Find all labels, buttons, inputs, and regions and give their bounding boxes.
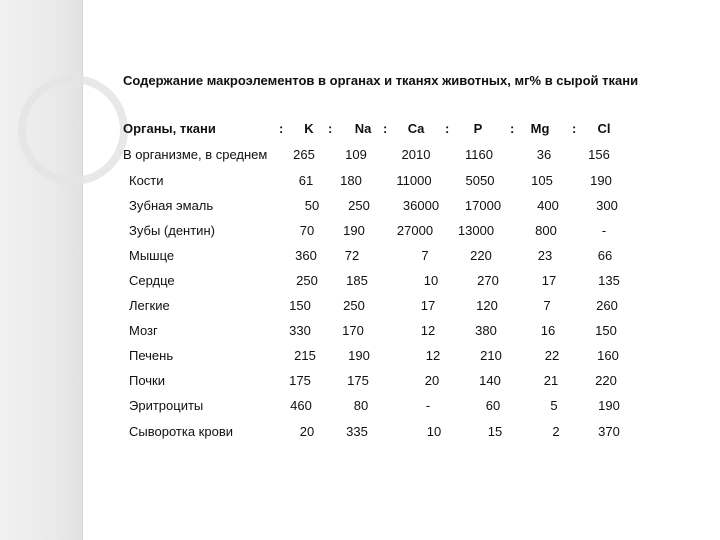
row-name: В организме, в среднем [123,147,268,162]
cell-mg: 17 [541,273,557,288]
cell-ca: 17 [420,298,436,313]
cell-mg: 105 [531,173,553,188]
cell-cl: 260 [596,298,618,313]
header-cl: Cl [597,121,611,136]
cell-k: 215 [294,348,316,363]
cell-p: 13000 [457,223,495,238]
cell-na: 250 [348,198,370,213]
header-k: K [304,121,314,136]
cell-cl: 190 [598,398,620,413]
cell-na: 109 [345,147,367,162]
page-title: Содержание макроэлементов в органах и тканях животных, мг% в сырой ткани [123,73,639,88]
cell-ca: 10 [423,273,439,288]
row-name: Печень [129,348,174,363]
cell-na: 335 [346,424,368,439]
header-separator: : [383,121,388,136]
cell-ca: 20 [424,373,440,388]
row-name: Сыворотка крови [129,424,233,439]
cell-k: 265 [293,147,315,162]
cell-na: 72 [344,248,360,263]
cell-na: 175 [347,373,369,388]
decorative-ring [18,75,128,185]
cell-mg: 22 [544,348,560,363]
cell-mg: 23 [537,248,553,263]
header-na: Na [354,121,372,136]
cell-mg: 16 [540,323,556,338]
header-mg: Mg [530,121,550,136]
cell-p: 220 [470,248,492,263]
cell-k: 61 [298,173,314,188]
cell-cl: 160 [597,348,619,363]
cell-ca: 12 [425,348,441,363]
cell-na: 180 [340,173,362,188]
cell-na: 190 [348,348,370,363]
cell-mg: 5 [550,398,558,413]
row-name: Почки [129,373,166,388]
cell-k: 150 [289,298,311,313]
cell-k: 20 [299,424,315,439]
header-separator: : [328,121,333,136]
header-separator: : [445,121,450,136]
header-p: P [473,121,483,136]
row-name: Мышце [129,248,175,263]
cell-cl: - [601,223,607,238]
cell-cl: 66 [597,248,613,263]
header-organs-label: Органы, ткани [123,121,216,136]
cell-k: 460 [290,398,312,413]
row-name: Мозг [129,323,158,338]
cell-p: 210 [480,348,502,363]
cell-p: 60 [485,398,501,413]
row-name: Кости [129,173,164,188]
header-separator: : [279,121,284,136]
row-name: Зубная эмаль [129,198,214,213]
cell-ca: 27000 [396,223,434,238]
header-ca: Ca [407,121,425,136]
cell-p: 140 [479,373,501,388]
cell-mg: 21 [543,373,559,388]
cell-na: 170 [342,323,364,338]
cell-ca: 36000 [402,198,440,213]
row-name: Зубы (дентин) [129,223,215,238]
cell-ca: 12 [420,323,436,338]
cell-k: 50 [304,198,320,213]
cell-cl: 220 [595,373,617,388]
cell-ca: 7 [421,248,429,263]
cell-na: 80 [353,398,369,413]
cell-k: 175 [289,373,311,388]
cell-mg: 7 [543,298,551,313]
cell-cl: 135 [598,273,620,288]
cell-p: 120 [476,298,498,313]
cell-ca: 11000 [396,173,432,188]
cell-cl: 370 [598,424,620,439]
cell-k: 250 [296,273,318,288]
cell-p: 270 [477,273,499,288]
cell-ca: 10 [426,424,442,439]
cell-k: 70 [299,223,315,238]
cell-p: 5050 [465,173,495,188]
cell-na: 250 [343,298,365,313]
row-name: Легкие [129,298,170,313]
header-separator: : [510,121,515,136]
cell-mg: 400 [537,198,559,213]
cell-mg: 2 [552,424,560,439]
cell-ca: - [425,398,431,413]
row-name: Сердце [129,273,175,288]
cell-p: 17000 [464,198,502,213]
cell-na: 185 [346,273,368,288]
cell-ca: 2010 [401,147,431,162]
cell-na: 190 [343,223,365,238]
cell-p: 15 [487,424,503,439]
cell-mg: 800 [535,223,557,238]
cell-cl: 156 [588,147,610,162]
cell-cl: 300 [596,198,618,213]
cell-p: 1160 [465,147,493,162]
cell-k: 330 [289,323,311,338]
cell-p: 380 [475,323,497,338]
cell-cl: 190 [590,173,612,188]
header-separator: : [572,121,577,136]
cell-cl: 150 [595,323,617,338]
cell-k: 360 [295,248,317,263]
cell-mg: 36 [536,147,552,162]
row-name: Эритроциты [129,398,204,413]
